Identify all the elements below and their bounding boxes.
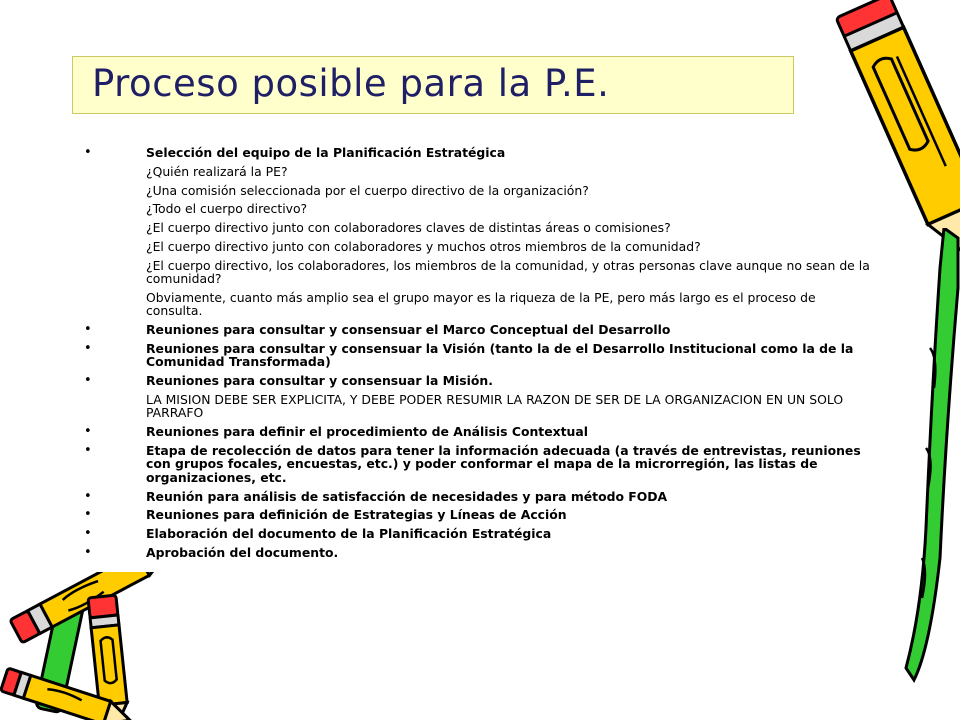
item-text: Etapa de recolección de datos para tener la información adecuada (a través de entrevistas, reuniones con grupos focales, encuestas, etc.) y poder conformar el mapa de la microrregión, las listas de organizaciones, etc. xyxy=(146,442,861,485)
crayon-icon xyxy=(900,228,960,688)
bullet-marker: • xyxy=(84,322,92,338)
sub-item xyxy=(84,221,874,234)
item-text: ¿Una comisión seleccionada por el cuerpo directivo de la organización? xyxy=(146,182,589,198)
sub-item xyxy=(84,240,874,253)
bullet-marker: • xyxy=(84,373,92,389)
bullet-item xyxy=(84,425,874,438)
content-list xyxy=(84,146,874,565)
item-text: ¿Quién realizará la PE? xyxy=(146,163,288,179)
bullet-marker: • xyxy=(84,340,92,356)
sub-item xyxy=(84,291,874,318)
item-text: ¿Todo el cuerpo directivo? xyxy=(146,201,308,217)
bullet-marker: • xyxy=(84,544,92,560)
item-text: Reunión para análisis de satisfacción de necesidades y para método FODA xyxy=(146,488,668,504)
item-text: Reuniones para definir el procedimiento de Análisis Contextual xyxy=(146,424,588,440)
bullet-item xyxy=(84,546,874,559)
item-text: ¿El cuerpo directivo junto con colaboradores y muchos otros miembros de la comunidad? xyxy=(146,238,701,254)
bullet-item xyxy=(84,374,874,387)
bullet-marker: • xyxy=(84,526,92,542)
sub-item xyxy=(84,259,874,286)
bullet-item xyxy=(84,444,874,484)
bullet-item xyxy=(84,323,874,336)
bullet-marker: • xyxy=(84,424,92,440)
item-text: Aprobación del documento. xyxy=(146,544,339,560)
item-text: ¿El cuerpo directivo, los colaboradores, los miembros de la comunidad, y otras personas clave aunque no sean de la comunidad? xyxy=(146,257,870,287)
item-text: Reuniones para consultar y consensuar la Misión. xyxy=(146,373,493,389)
bullet-marker: • xyxy=(84,442,92,458)
sub-item xyxy=(84,393,874,420)
bullet-item xyxy=(84,146,874,159)
item-text: Reuniones para consultar y consensuar la Visión (tanto la de el Desarrollo Institucional como la de la Comunidad Transformada) xyxy=(146,340,854,370)
item-text: Selección del equipo de la Planificación Estratégica xyxy=(146,145,506,160)
sub-item xyxy=(84,184,874,197)
sub-item xyxy=(84,165,874,178)
bullet-item xyxy=(84,508,874,521)
item-text: Obviamente, cuanto más amplio sea el grupo mayor es la riqueza de la PE, pero más largo es el proceso de consulta. xyxy=(146,289,816,319)
bullet-item xyxy=(84,490,874,503)
bullet-marker: • xyxy=(84,488,92,504)
bullet-item xyxy=(84,527,874,540)
item-text: Reuniones para definición de Estrategias y Líneas de Acción xyxy=(146,507,567,523)
item-text: LA MISION DEBE SER EXPLICITA, Y DEBE PODER RESUMIR LA RAZON DE SER DE LA ORGANIZACION EN UN SOLO PARRAFO xyxy=(146,391,844,421)
bullet-marker: • xyxy=(84,507,92,523)
slide-title: Proceso posible para la P.E. xyxy=(92,62,610,105)
bullet-item xyxy=(84,342,874,369)
item-text: ¿El cuerpo directivo junto con colaboradores claves de distintas áreas o comisiones? xyxy=(146,220,671,236)
item-text: Elaboración del documento de la Planificación Estratégica xyxy=(146,526,552,542)
item-text: Reuniones para consultar y consensuar el Marco Conceptual del Desarrollo xyxy=(146,322,671,338)
sub-item xyxy=(84,202,874,215)
pencils-bundle-icon xyxy=(0,572,200,720)
bullet-marker: • xyxy=(84,145,92,160)
